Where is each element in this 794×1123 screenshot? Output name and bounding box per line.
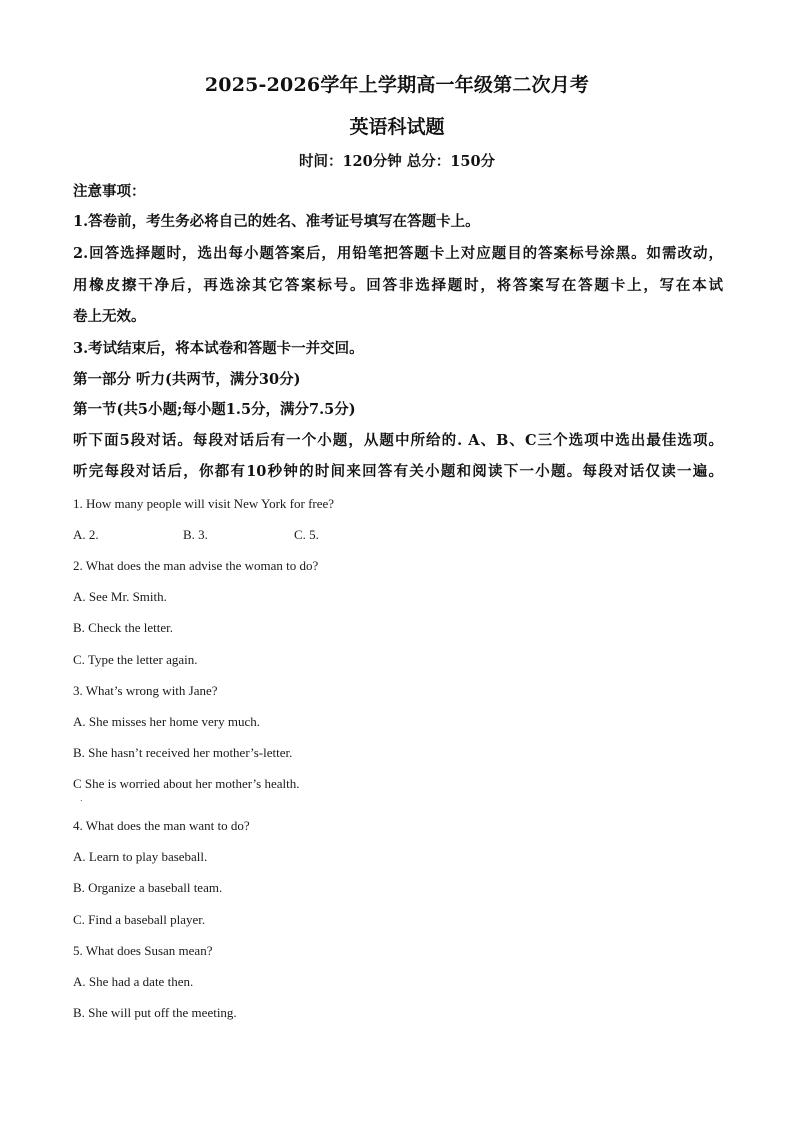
- question-5-option-b: B. She will put off the meeting.: [73, 1005, 237, 1020]
- question-4-option-a: A. Learn to play baseball.: [73, 849, 208, 864]
- question-3-option-a: A. She misses her home very much.: [73, 714, 261, 729]
- part-1-heading: 第一部分 听力(共两节，满分30分): [73, 371, 301, 388]
- question-1-option-c: C. 5.: [294, 527, 319, 542]
- question-1-option-b: B. 3.: [183, 527, 208, 542]
- notice-item-2-line-1: 2.回答选择题时，选出每小题答案后，用铅笔把答题卡上对应题目的答案标号涂黑。如需改动，: [73, 245, 723, 262]
- exam-subject: 英语科试题: [349, 116, 445, 138]
- question-1-option-a: A. 2.: [73, 527, 99, 542]
- question-2-option-a: A. See Mr. Smith.: [73, 589, 167, 604]
- question-2-option-c: C. Type the letter again.: [73, 652, 198, 667]
- question-3-option-b: B. She hasn’t received her mother’s-letter.: [73, 745, 293, 760]
- question-5-stem: 5. What does Susan mean?: [73, 943, 213, 958]
- notice-item-2-line-3: 卷上无效。: [73, 308, 146, 325]
- question-3-stem: 3. What’s wrong with Jane?: [73, 683, 218, 698]
- listening-instruction-line-2: 听完每段对话后，你都有10秒钟的时间来回答有关小题和阅读下一小题。每段对话仅读一遍。: [73, 463, 723, 480]
- question-5-option-a: A. She had a date then.: [73, 974, 194, 989]
- section-1-heading: 第一节(共5小题;每小题1.5分，满分7.5分): [73, 401, 356, 418]
- question-3-option-c-dot: .: [80, 794, 83, 803]
- question-4-option-b: B. Organize a baseball team.: [73, 880, 223, 895]
- question-2-option-b: B. Check the letter.: [73, 620, 174, 635]
- notice-item-2-line-2: 用橡皮擦干净后，再选涂其它答案标号。回答非选择题时，将答案写在答题卡上，写在本试: [73, 277, 723, 294]
- exam-time-info: 时间：120分钟 总分：150分: [298, 153, 496, 170]
- exam-title: 2025-2026学年上学期高一年级第二次月考: [204, 74, 590, 96]
- question-4-option-c: C. Find a baseball player.: [73, 912, 206, 927]
- listening-instruction-line-1: 听下面5段对话。每段对话后有一个小题，从题中所给的. A、B、C三个选项中选出最佳选项。: [73, 432, 723, 449]
- question-1-stem: 1. How many people will visit New York for free?: [73, 496, 335, 511]
- notice-heading: 注意事项：: [73, 183, 146, 200]
- question-4-stem: 4. What does the man want to do?: [73, 818, 250, 833]
- question-3-option-c: C She is worried about her mother’s health.: [73, 776, 300, 791]
- notice-item-1: 1.答卷前，考生务必将自己的姓名、准考证号填写在答题卡上。: [73, 213, 480, 230]
- question-2-stem: 2. What does the man advise the woman to do?: [73, 558, 319, 573]
- notice-item-3: 3.考试结束后，将本试卷和答题卡一并交回。: [73, 340, 364, 357]
